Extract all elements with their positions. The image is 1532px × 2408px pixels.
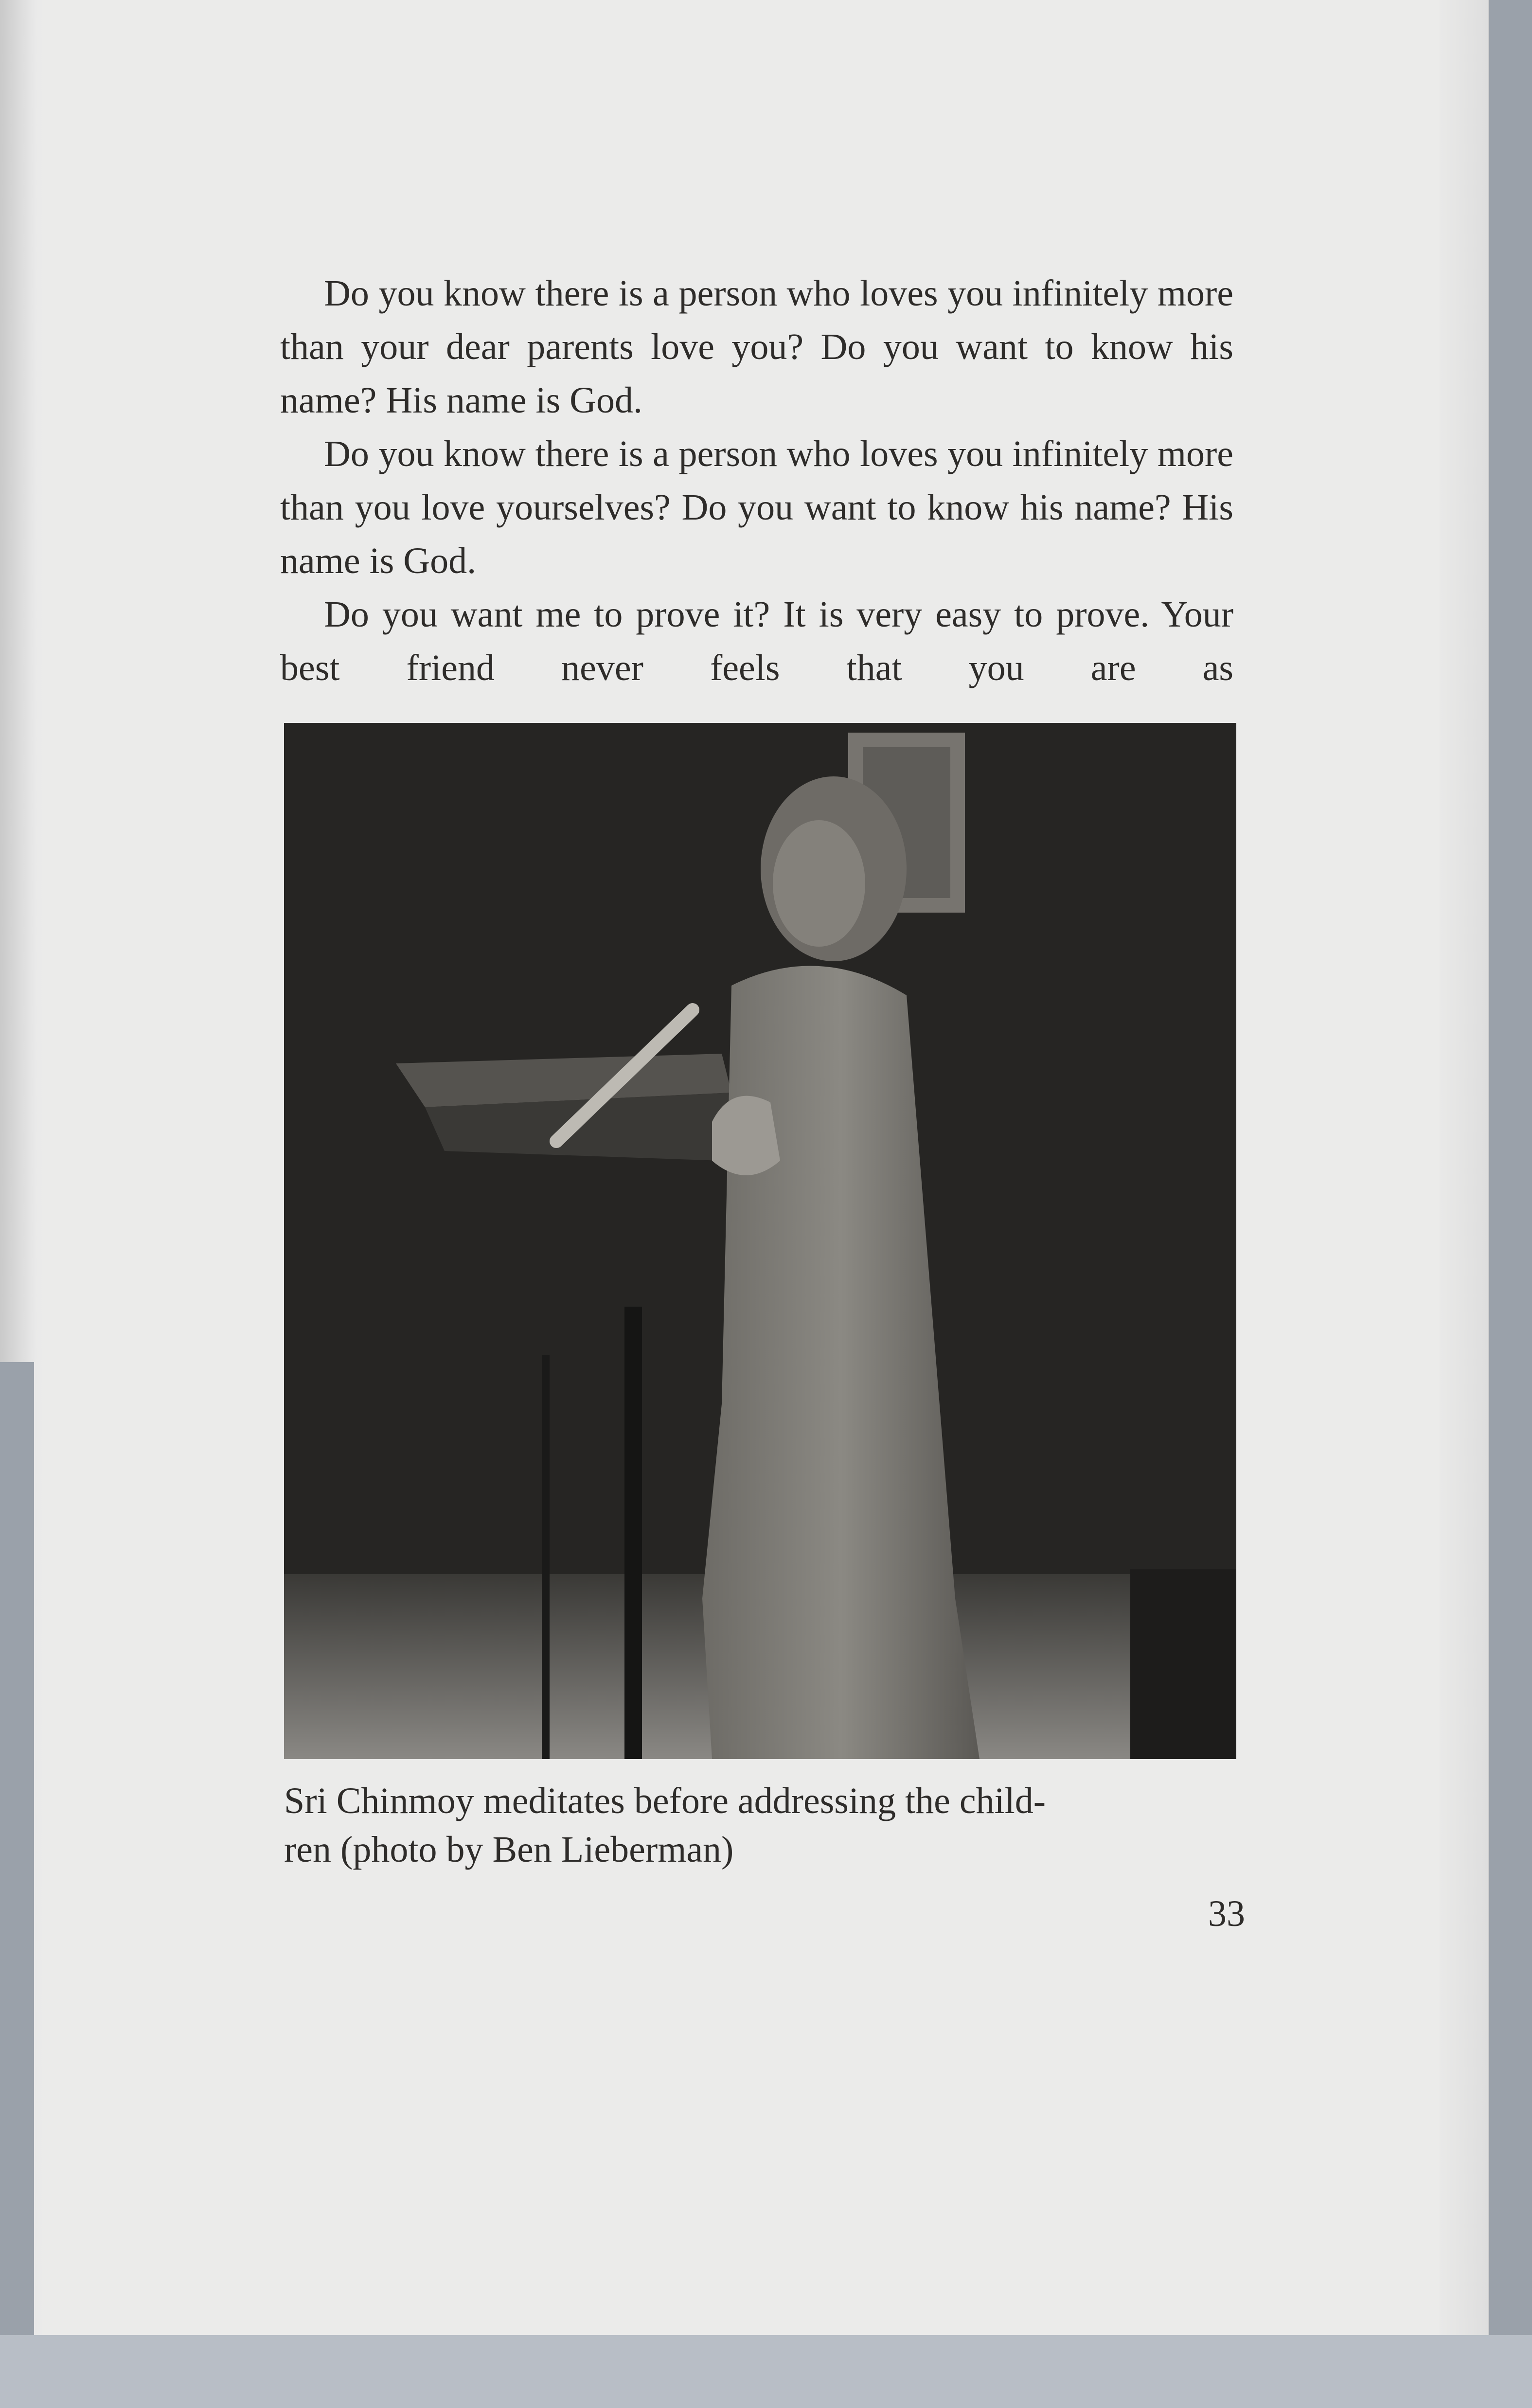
caption-line-2: ren (photo by Ben Lieberman) <box>284 1829 734 1870</box>
photo-caption <box>284 1777 1252 1874</box>
scan-background-left <box>0 1362 34 2335</box>
photograph <box>284 723 1236 1759</box>
body-paragraph: Do you know there is a person who loves you infinitely more than your dear parents love you? Do you want to know his name? His name is God. <box>280 273 1233 421</box>
photograph-illustration <box>284 723 1236 1759</box>
body-paragraph: Do you know there is a person who loves you infinitely more than you love yourselves? Do you want to know his name? His name is God. <box>280 433 1233 581</box>
body-paragraph: Do you want me to prove it? It is very easy to prove. Your best friend never feels that you are as <box>280 594 1233 688</box>
page-number: 33 <box>1208 1893 1245 1934</box>
caption-line-1: Sri Chinmoy meditates before addressing the child- <box>284 1780 1046 1821</box>
chair <box>1130 1569 1236 1759</box>
scan-background-bottom <box>0 2335 1532 2408</box>
page-right-edge <box>1440 0 1488 2335</box>
mic-stand <box>624 1307 642 1759</box>
body-text <box>280 267 1233 695</box>
